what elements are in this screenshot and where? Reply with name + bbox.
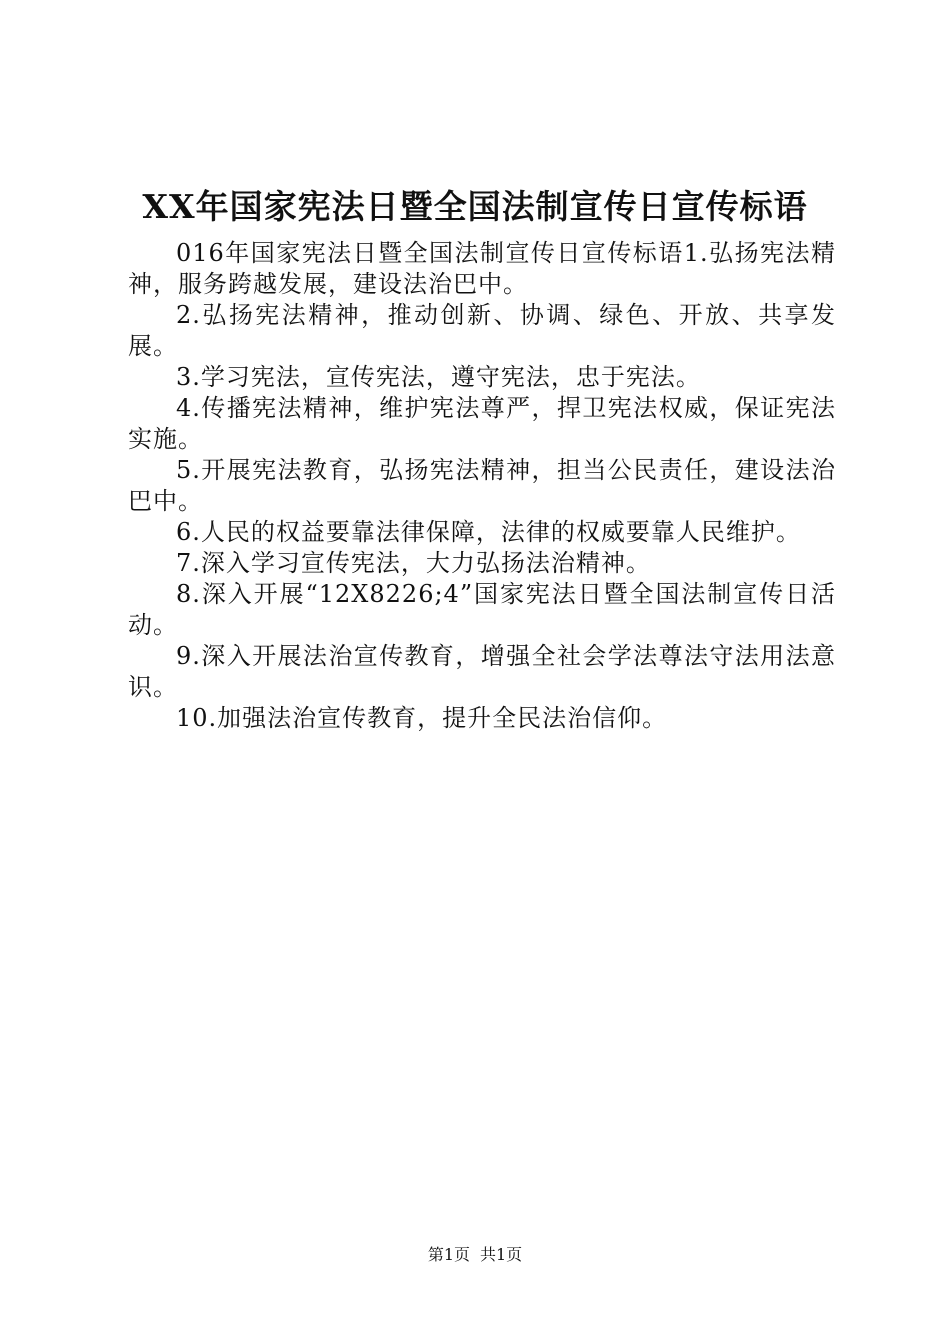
page-number-current: 第1页 — [427, 1245, 470, 1264]
paragraph-2: 2.弘扬宪法精神，推动创新、协调、绿色、开放、共享发展。 — [128, 301, 836, 360]
document-body — [128, 238, 836, 734]
paragraph-5: 5.开展宪法教育，弘扬宪法精神，担当公民责任，建设法治巴中。 — [128, 456, 836, 515]
page-footer — [0, 1244, 950, 1266]
paragraph-4: 4.传播宪法精神，维护宪法尊严，捍卫宪法权威，保证宪法实施。 — [128, 394, 836, 453]
paragraph-8: 8.深入开展“12X8226;4”国家宪法日暨全国法制宣传日活动。 — [128, 580, 836, 639]
paragraph-10: 10.加强法治宣传教育，提升全民法治信仰。 — [176, 704, 668, 732]
paragraph-6: 6.人民的权益要靠法律保障，法律的权威要靠人民维护。 — [176, 518, 801, 546]
document-title: XX年国家宪法日暨全国法制宣传日宣传标语 — [142, 187, 808, 226]
paragraph-3: 3.学习宪法，宣传宪法，遵守宪法，忠于宪法。 — [176, 363, 701, 391]
page-number-total: 共1页 — [480, 1245, 523, 1264]
paragraph-9: 9.深入开展法治宣传教育，增强全社会学法尊法守法用法意识。 — [128, 642, 836, 701]
paragraph-1: 016年国家宪法日暨全国法制宣传日宣传标语1.弘扬宪法精神，服务跨越发展，建设法治巴中。 — [128, 239, 836, 298]
paragraph-7: 7.深入学习宣传宪法，大力弘扬法治精神。 — [176, 549, 651, 577]
